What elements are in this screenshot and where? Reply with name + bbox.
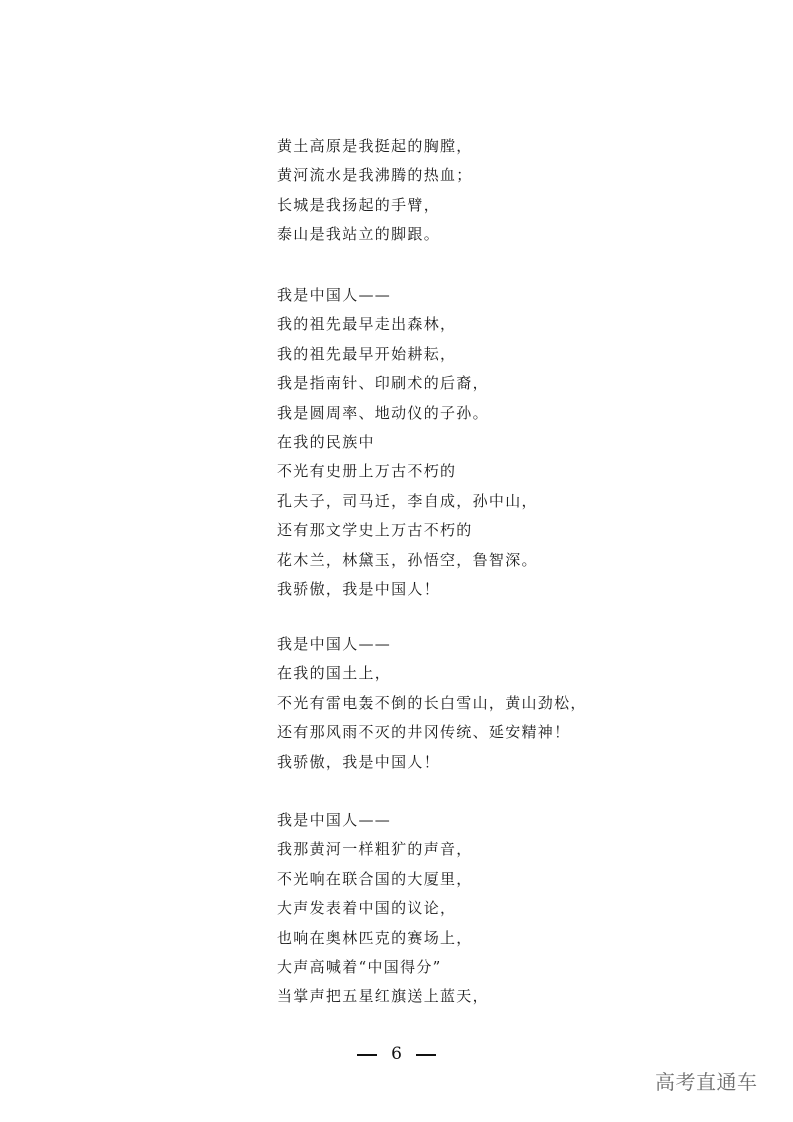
poem-line: 长城是我扬起的手臂， <box>277 195 441 214</box>
poem-line: 大声高喊着“中国得分” <box>277 957 442 976</box>
poem-stanza-3 <box>277 630 587 777</box>
poem-line: 当掌声把五星红旗送上蓝天， <box>277 987 489 1006</box>
poem-line: 还有那风雨不灭的井冈传统、延安精神！ <box>277 723 571 742</box>
poem-line: 我是中国人—— <box>277 811 392 829</box>
poem-line: 我是中国人—— <box>277 635 392 653</box>
page-number: 6 <box>391 1044 402 1064</box>
poem-line: 我骄傲，我是中国人！ <box>277 752 441 771</box>
poem-line: 不光有雷电轰不倒的长白雪山，黄山劲松， <box>277 693 587 712</box>
watermark-text: 高考直通车 <box>655 1070 758 1094</box>
poem-line: 我是指南针、印刷术的后裔， <box>277 374 489 393</box>
poem-stanza-4 <box>277 806 489 1012</box>
poem-line: 不光有史册上万古不朽的 <box>277 462 457 481</box>
poem-line: 我是中国人—— <box>277 286 392 304</box>
poem-line: 我的祖先最早走出森林， <box>277 315 457 334</box>
right-dash <box>416 1054 436 1056</box>
poem-stanza-1 <box>277 132 473 250</box>
poem-line: 在我的民族中 <box>277 432 375 451</box>
poem-line: 大声发表着中国的议论， <box>277 899 457 918</box>
poem-line: 泰山是我站立的脚跟。 <box>277 225 441 244</box>
poem-line: 我是圆周率、地动仪的子孙。 <box>277 403 489 422</box>
poem-line: 花木兰，林黛玉，孙悟空，鲁智深。 <box>277 550 538 569</box>
poem-line: 还有那文学史上万古不朽的 <box>277 521 473 540</box>
page-number-footer <box>0 1041 793 1067</box>
poem-line: 黄河流水是我沸腾的热血； <box>277 166 473 185</box>
left-dash <box>357 1054 377 1056</box>
poem-line: 我骄傲，我是中国人！ <box>277 579 441 598</box>
poem-line: 黄土高原是我挺起的胸膛， <box>277 137 473 155</box>
poem-line: 我那黄河一样粗犷的声音， <box>277 840 473 859</box>
poem-line: 在我的国土上， <box>277 664 392 683</box>
poem-line: 孔夫子，司马迁，李自成，孙中山， <box>277 491 538 510</box>
poem-line: 我的祖先最早开始耕耘， <box>277 344 457 363</box>
poem-stanza-2 <box>277 281 538 604</box>
poem-line: 不光响在联合国的大厦里， <box>277 869 473 888</box>
poem-line: 也响在奥林匹克的赛场上， <box>277 928 473 947</box>
